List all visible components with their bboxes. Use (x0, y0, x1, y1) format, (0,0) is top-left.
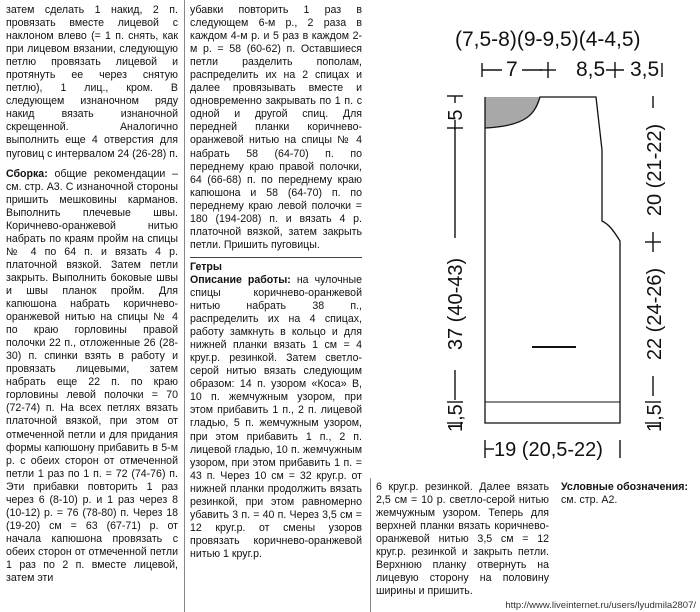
text-column-1 (6, 4, 178, 585)
diagram-top-label: (7,5-8)(9-9,5)(4-4,5) (455, 28, 641, 51)
paragraph-work (190, 274, 362, 561)
paragraph-assembly (6, 168, 178, 586)
diagram-bottom-value: 19 (20,5-22) (494, 439, 603, 461)
text-column-2 (190, 4, 362, 561)
assembly-heading: Сборка: (6, 167, 48, 180)
column-separator-lower (370, 478, 371, 612)
diagram-left-top-value: 5 (445, 109, 467, 121)
diagram-right-bottom-value: 1,5 (644, 404, 666, 432)
text-column-3 (376, 481, 549, 598)
paragraph-buttonholes: затем сделать 1 накид, 2 п. провязать вместе лицевой с наклоном влево (= 1 п. снять, как при лицевом вязании, следующую петлю провязать лицевой и протянуть ее через снятую петлю), 1 лиц., кром. В следующем изнаночном ряду накид вязать изнаночной скрещенной. Аналогично выполнить еще 4 отверстия для пуговиц с интервалом 24 (26-28) п. (6, 4, 178, 160)
work-heading: Описание работы: (190, 273, 291, 286)
diagram-left-main-value: 37 (40-43) (445, 257, 467, 351)
paragraph-hood: убавки повторить 1 раз в следующем 6-м р., 2 раза в каждом 4-м р. и 5 раз в каждом 2-м р. = 58 (60-62) п. Оставшиеся петли разделить пополам, распределить их на 2 спицах и далее провязывать вместе и одновременно закрывать по 1 п. с одной и другой спиц. Для передней планки коричнево-оранжевой нитью на спицы № 4 набрать 58 (64-70) п. по переднему краю правой полочки, 64 (66-68) п. по переднему краю капюшона и 58 (64-70) п. по переднему краю левой полочки = 180 (194-208) п. и вязать 4 р. платочной вязкой, затем закрыть петли. Пришить пуговицы. (190, 4, 362, 251)
section-heading-gaiters: Гетры (190, 260, 222, 273)
pattern-diagram (430, 0, 695, 478)
legend-text: см. стр. А2. (561, 494, 618, 507)
assembly-text: общие рекомендации – см. стр. А3. С изнаночной стороны пришить мешковины карманов. Выполнить плечевые швы. Коричнево-оранжевой нитью набрать по краям пройм на спицы № 4 по 64 п. и вязать 4 р. платочной вязкой. Затем петли закрыть. Выполнить боковые швы и швы планок пройм. Для капюшона набрать коричнево-оранжевой нитью на спицы № 4 по краю горловины правой полочки 22 п., отложенные 26 (28-30) п. спинки взять в работу и провязать лицевыми, затем набрать еще 22 п. по краю горловины левой полочки = 70 (72-74) п. На всех петлях вязать платочной вязкой, при этом от отмеченной петли и для придания формы капюшону прибавить в 5-м р. с обеих сторон от отмеченной петли 1 раз по 1 п. = 72 (74-76) п. Эти прибавки повторить 1 раз через 6 (8-10) р. и 1 раз через 8 (10-12) р. = 76 (78-80) п. Через 18 (19-20) см = 63 (67-71) р. от начала капюшона провязать с обеих сторон от отмеченной петли 1 раз по 2 п. вместе лицевой, затем эти (6, 167, 178, 585)
diagram-top-left-value: 7 (506, 58, 518, 81)
section-rule (190, 257, 362, 258)
legend-heading: Условные обозначения: (561, 481, 688, 493)
front-piece-outline (485, 97, 620, 423)
legend-block (561, 481, 693, 507)
column-separator (184, 0, 185, 612)
watermark-url: http://www.liveinternet.ru/users/lyudmila2807/ (505, 600, 696, 611)
paragraph-gaiters-end: 6 круг.р. резинкой. Далее вязать 2,5 см = 10 р. светло-серой нитью жемчужным узором. Теперь для верхней планки вязать коричнево-оранжевой нитью 3,5 см = 12 круг.р. резинкой и закрыть петли. Верхнюю планку отвернуть на лицевую сторону на половину ширины и пришить. (376, 481, 549, 598)
diagram-right-mid-value: 22 (24-26) (644, 267, 666, 361)
work-text: на чулочные спицы коричнево-оранжевой нитью набрать 38 п., распределить их на 4 спицах, работу замкнуть в кольцо и для нижней планки вязать 1 см = 4 круг.р. резинкой. Затем светло-серой нитью вязать следующим образом: 14 п. узором «Коса» В, 10 п. жемчужным узором, при этом прибавить 1 п., 2 п. лицевой гладью, 5 п. жемчужным узором, при этом прибавить 1 п., 2 п. лицевой гладью, 10 п. жемчужным узором, при этом прибавить 1 п. = 43 п. Через 10 см = 32 круг.р. от нижней планки продолжить вязать резинкой, при этом равномерно убавить 3 п. = 40 п. Через 3,5 см = 12 круг.р. от смены узоров провязать коричнево-оранжевой нитью 1 круг.р. (190, 273, 363, 560)
diagram-left-bottom-value: 1,5 (445, 404, 467, 432)
diagram-top-right-value: 3,5 (630, 58, 660, 81)
diagram-right-top-value: 20 (21-22) (644, 123, 666, 217)
diagram-top-mid-value: 8,5 (576, 58, 606, 81)
